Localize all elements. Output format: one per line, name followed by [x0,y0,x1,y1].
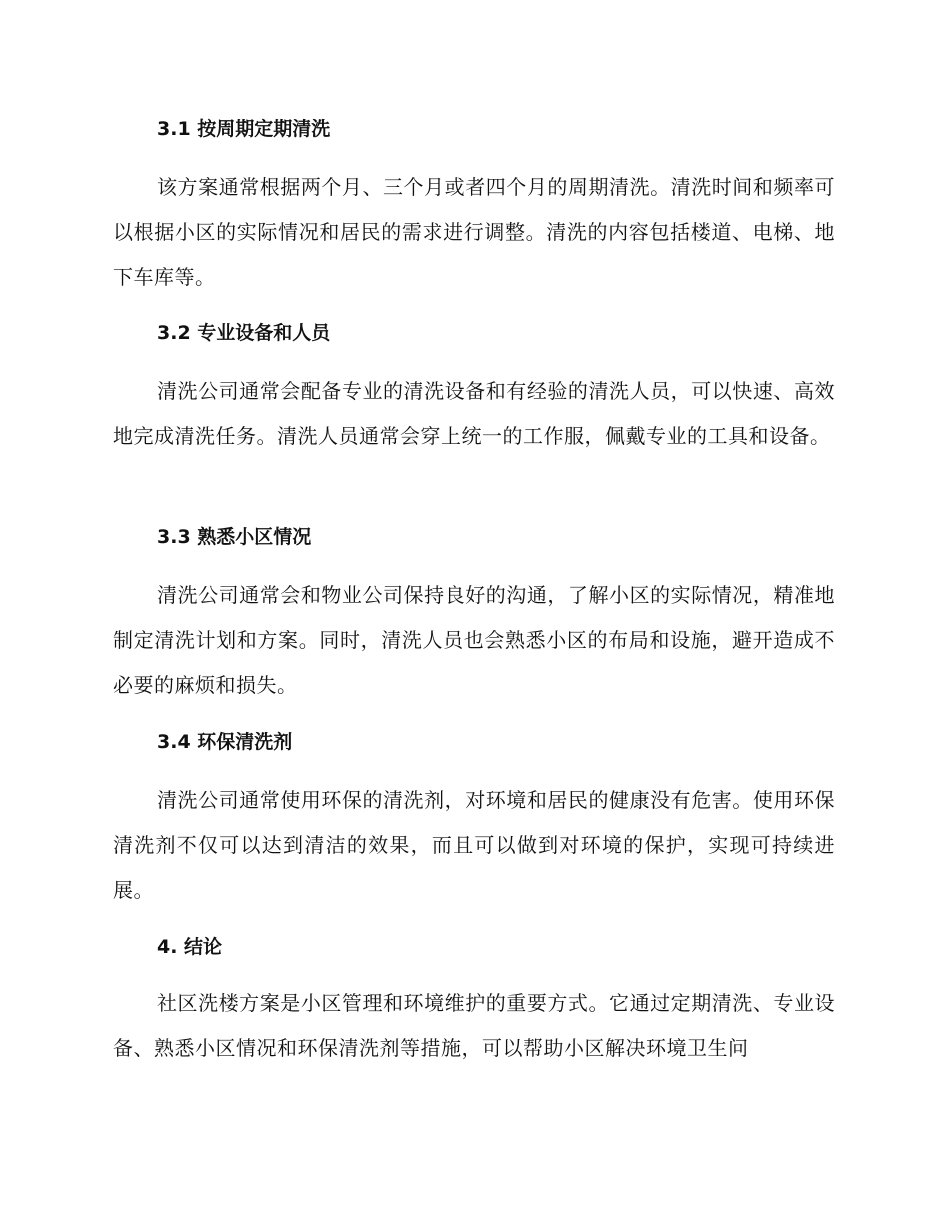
section-body-3-1: 该方案通常根据两个月、三个月或者四个月的周期清洗。清洗时间和频率可以根据小区的实际情况和居民的需求进行调整。清洗的内容包括楼道、电梯、地下车库等。 [113,175,835,289]
section-heading-3-3: 3.3 熟悉小区情况 [157,526,312,548]
section-body-3-4: 清洗公司通常使用环保的清洗剂，对环境和居民的健康没有危害。使用环保清洗剂不仅可以达到清洁的效果，而且可以做到对环境的保护，实现可持续进展。 [113,788,835,902]
section-body-3-2: 清洗公司通常会配备专业的清洗设备和有经验的清洗人员，可以快速、高效地完成清洗任务。清洗人员通常会穿上统一的工作服，佩戴专业的工具和设备。 [113,379,835,448]
section-heading-3-2: 3.2 专业设备和人员 [157,322,331,344]
section-body-3-3: 清洗公司通常会和物业公司保持良好的沟通，了解小区的实际情况，精准地制定清洗计划和方案。同时，清洗人员也会熟悉小区的布局和设施，避开造成不必要的麻烦和损失。 [113,583,835,697]
section-body-4: 社区洗楼方案是小区管理和环境维护的重要方式。它通过定期清洗、专业设备、熟悉小区情况和环保清洗剂等措施，可以帮助小区解决环境卫生问 [113,991,835,1060]
section-heading-4: 4. 结论 [157,936,223,958]
section-heading-3-4: 3.4 环保清洗剂 [157,731,293,753]
section-heading-3-1: 3.1 按周期定期清洗 [157,118,331,140]
